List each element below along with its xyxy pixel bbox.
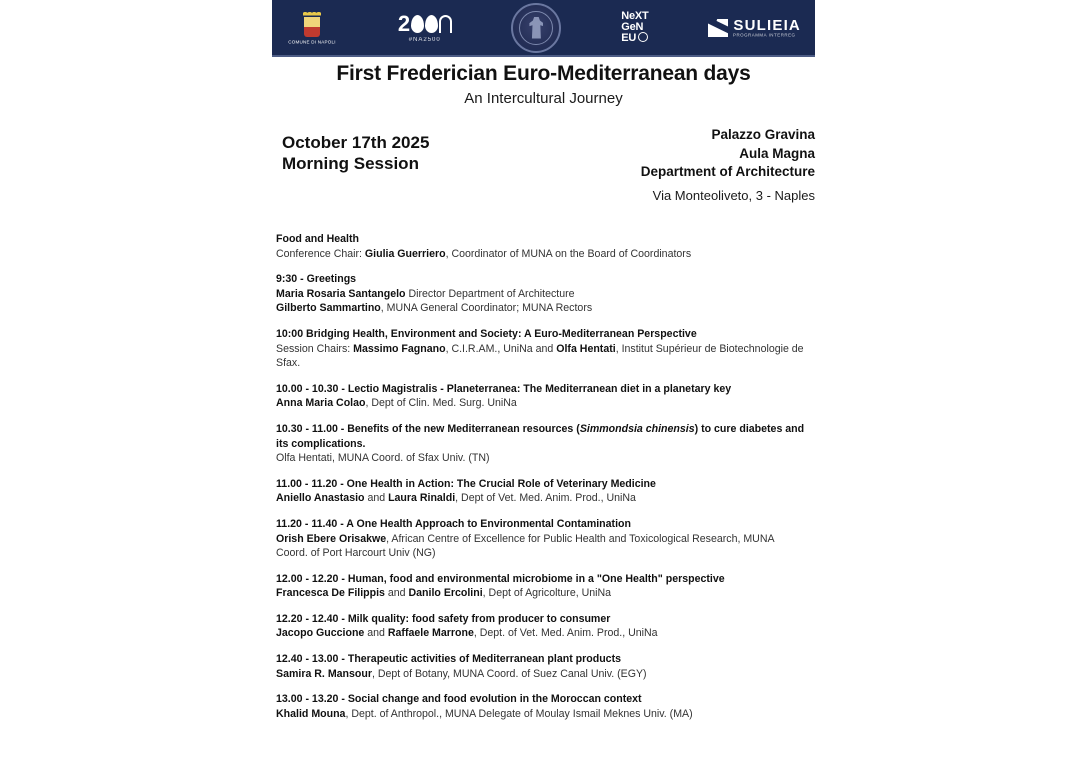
event-subtitle: An Intercultural Journey [464, 90, 623, 107]
napoli-2500-glyphs [397, 10, 452, 36]
item-speaker [276, 396, 806, 411]
speaker-name-2: Laura Rinaldi [388, 492, 456, 505]
item-heading-pre: 10.30 - 11.00 - Benefits of the new Mediterranean resources ( [276, 422, 580, 435]
sulieta-subtext: PROGRAMMA INTERREG [733, 32, 796, 38]
speaker-name: Orish Ebere Orisakwe [276, 532, 387, 545]
seal-figure-icon [529, 17, 543, 39]
session-chair-a-affiliation: , C.I.R.AM., UniNa and [445, 342, 557, 355]
comune-di-napoli-caption: COMUNE DI NAPOLI [288, 39, 336, 44]
speaker-name: Samira R. Mansour [276, 667, 372, 680]
programme-theme-block [276, 232, 806, 261]
session-chairs-label: Session Chairs: [276, 342, 354, 355]
comune-di-napoli-logo [286, 12, 338, 44]
nextgen-line-2: GeN [621, 20, 644, 33]
item-heading: 12.00 - 12.20 - Human, food and environmental microbiome in a "One Health" perspective [276, 572, 725, 585]
university-of-naples-federico-ii-seal [511, 3, 561, 53]
venue-department: Department of Architecture [640, 164, 815, 179]
session-chair-b-affiliation: , Institut Supérieur de Biotechnologie de Sfax. [276, 342, 804, 370]
item-heading: 10.00 - 10.30 - Lectio Magistralis - Planeterranea: The Mediterranean diet in a planetary key [276, 382, 732, 395]
speaker-name: Anna Maria Colao [276, 397, 366, 410]
person-role: Director Department of Architecture [405, 287, 575, 300]
speaker-affiliation: , Dept of Botany, MUNA Coord. of Suez Canal Univ. (EGY) [371, 667, 647, 680]
person-name: Gilberto Sammartino [276, 302, 381, 315]
speaker-conjunction: and [384, 587, 409, 600]
item-person [276, 287, 806, 302]
speaker-affiliation: , Dept. of Anthropol., MUNA Delegate of Moulay Ismail Meknes Univ. (MA) [345, 707, 693, 720]
speaker-conjunction: and [364, 627, 388, 640]
speaker-affiliation: , Dept. of Vet. Med. Anim. Prod., UniNa [473, 627, 658, 640]
conference-chair-name: Giulia Guerriero [364, 247, 446, 260]
programme-item [276, 327, 806, 371]
session-chair-b-name: Olfa Hentati [556, 342, 616, 355]
conference-chair-line [276, 247, 806, 262]
event-title: First Frederician Euro-Mediterranean days [336, 62, 751, 85]
programme-item [276, 382, 806, 411]
sponsor-logo-banner [272, 0, 815, 57]
programme-item [276, 422, 806, 466]
item-speaker: Olfa Hentati, MUNA Coord. of Sfax Univ. (TN) [276, 452, 490, 465]
item-heading-species: Simmondsia chinensis [579, 422, 695, 435]
item-heading: 12.20 - 12.40 - Milk quality: food safety from producer to consumer [276, 612, 611, 625]
programme-item [276, 572, 806, 601]
session-date: October 17th 2025 [282, 133, 430, 152]
venue-building: Palazzo Gravina [711, 127, 815, 142]
speaker-name: Jacopo Guccione [276, 627, 365, 640]
napoli-crest-icon [302, 12, 322, 38]
sulieta-wordmark: SULIEIA [733, 16, 801, 34]
nextgen-line-1: NeXT [621, 10, 649, 23]
programme-list [276, 232, 806, 721]
egg-glyph-icon [425, 15, 438, 33]
speaker-conjunction: and [364, 492, 389, 505]
item-person [276, 301, 806, 316]
eu-circle-icon [638, 32, 648, 42]
speaker-name: Aniello Anastasio [276, 492, 365, 505]
speaker-name-2: Danilo Ercolini [408, 587, 483, 600]
speaker-affiliation: , Dept of Agricolture, UniNa [482, 587, 612, 600]
sulieta-mark-icon [708, 19, 728, 37]
napoli-2500-hashtag: #NA2500 [408, 36, 441, 43]
person-name: Maria Rosaria Santangelo [276, 287, 406, 300]
item-heading: 11.20 - 11.40 - A One Health Approach to Environmental Contamination [276, 517, 631, 530]
person-role: , MUNA General Coordinator; MUNA Rectors [380, 302, 593, 315]
speaker-affiliation: , Dept of Vet. Med. Anim. Prod., UniNa [455, 492, 636, 505]
item-heading [276, 422, 806, 451]
nextgen-line-3: EU [621, 32, 637, 45]
venue-block [641, 126, 815, 182]
item-heading: 12.40 - 13.00 - Therapeutic activities of Mediterranean plant products [276, 653, 621, 666]
item-heading: 11.00 - 11.20 - One Health in Action: The Crucial Role of Veterinary Medicine [276, 477, 656, 490]
session-chair-a-name: Massimo Fagnano [353, 342, 446, 355]
digit-two: 2 [397, 10, 410, 36]
speaker-affiliation: , African Centre of Excellence for Public Health and Toxicological Research, MUNA Coord. of Port Harcourt Univ (NG) [276, 532, 774, 560]
swirl-glyph-icon [411, 15, 424, 33]
speaker-name-2: Raffaele Marrone [387, 627, 474, 640]
item-speaker [276, 532, 806, 561]
item-speaker [276, 707, 806, 722]
programme-item [276, 477, 806, 506]
item-speaker [276, 626, 806, 641]
item-speaker [276, 586, 806, 601]
item-speaker [276, 667, 806, 682]
speaker-affiliation: , Dept of Clin. Med. Surg. UniNa [365, 397, 517, 410]
item-heading: 13.00 - 13.20 - Social change and food evolution in the Moroccan context [276, 693, 642, 706]
venue-address: Via Monteoliveto, 3 - Naples [652, 188, 815, 203]
speaker-name: Francesca De Filippis [276, 587, 385, 600]
programme-theme: Food and Health [276, 233, 359, 245]
item-session-chairs [276, 342, 806, 371]
programme-item [276, 517, 806, 561]
speaker-name: Khalid Mouna [276, 707, 346, 720]
programme-item [276, 612, 806, 641]
arch-glyph-icon [439, 15, 452, 33]
venue-room: Aula Magna [739, 145, 815, 161]
item-speaker [276, 491, 806, 506]
item-heading: 9:30 - Greetings [276, 273, 357, 286]
next-generation-eu-logo [621, 11, 648, 44]
conference-chair-role: , Coordinator of MUNA on the Board of Coordinators [445, 247, 692, 260]
conference-chair-label: Conference Chair: [276, 247, 365, 260]
programme-item [276, 692, 806, 721]
item-heading-post: ) to cure diabetes and its complications. [276, 422, 805, 450]
napoli-2500-logo [397, 10, 452, 43]
session-part: Morning Session [282, 154, 419, 173]
programme-item [276, 652, 806, 681]
programme-item [276, 272, 806, 316]
session-date-block [282, 132, 429, 174]
sulieta-logo [708, 18, 801, 38]
item-heading: 10:00 Bridging Health, Environment and Society: A Euro-Mediterranean Perspective [276, 327, 697, 340]
